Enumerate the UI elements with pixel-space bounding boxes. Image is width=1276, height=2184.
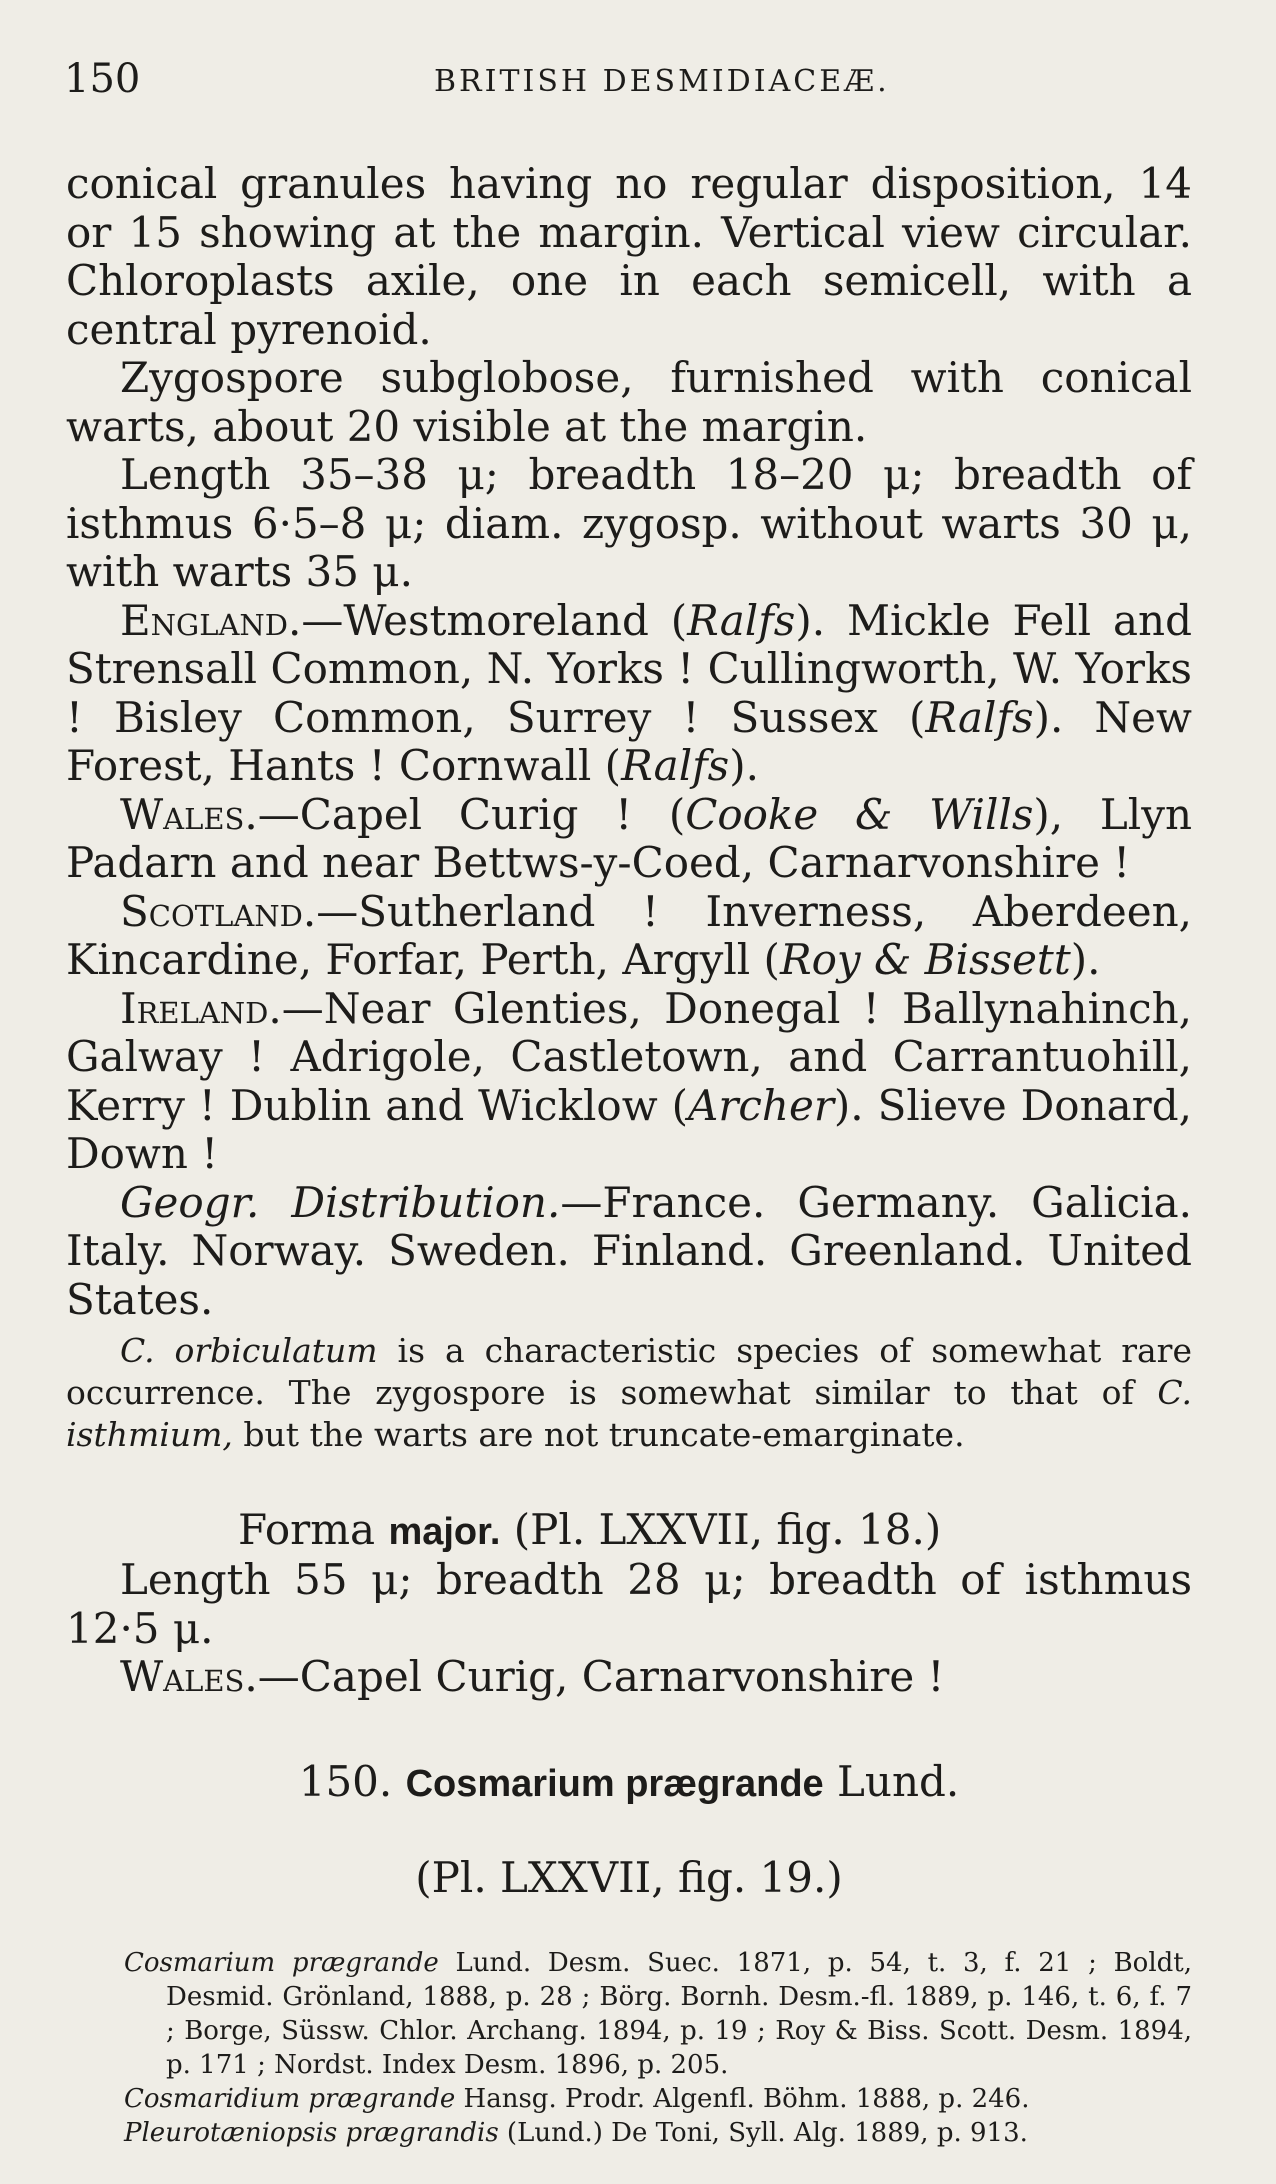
locality-england: [66, 597, 1192, 791]
note-text-2: but the warts are not truncate-emarginate.: [232, 1415, 965, 1454]
ireland-text-b: ). Slieve Donard, Down !: [66, 1080, 1192, 1178]
forma-locality: [66, 1653, 1192, 1702]
reference-3: [124, 2116, 1192, 2150]
page-number: 150: [64, 56, 141, 102]
england-text-d: ).: [729, 741, 759, 790]
locality-scotland: [66, 888, 1192, 985]
reference-2: [124, 2082, 1192, 2116]
england-text-b: ). Mickle Fell and Strensall Common, N. Yorks ! Cullingworth, W. Yorks ! Bisley Common, Surrey ! Sussex (: [66, 595, 1192, 742]
forma-name: major.: [388, 1511, 501, 1553]
running-title: BRITISH DESMIDIACEÆ.: [434, 64, 890, 99]
geogr-text: —France. Germany. Galicia. Italy. Norway. Sweden. Finland. Greenland. United States.: [66, 1177, 1192, 1324]
ireland-archer: Archer: [688, 1080, 834, 1130]
wales-text-b: ), Llyn Padarn and near Bettws-y-Coed, Carnarvonshire !: [66, 789, 1192, 887]
forma-label: Forma: [238, 1505, 389, 1554]
wales-text-a: —Capel Curig ! (: [257, 789, 686, 839]
locality-ireland: [66, 985, 1192, 1179]
england-ralfs-1: Ralfs: [687, 595, 796, 645]
species-heading: [66, 1756, 1192, 1810]
zygospore-paragraph: Zygospore subglobose, furnished with conical warts, about 20 visible at the margin.: [66, 353, 1192, 451]
wales-cooke-wills: Cooke & Wills: [685, 789, 1034, 839]
scotland-text-b: ).: [1070, 935, 1101, 984]
dimensions-paragraph: Length 35–38 μ; breadth 18–20 μ; breadth of isthmus 6·5–8 μ; diam. zygosp. without warts 30 μ, with warts 35 μ.: [66, 450, 1192, 596]
england-ralfs-2: Ralfs: [925, 692, 1034, 742]
wales-label: Wales.: [120, 789, 258, 839]
remark-note: [66, 1330, 1192, 1456]
reference-3-name: Pleurotæniopsis prægrandis: [124, 2117, 499, 2148]
species-name: Cosmarium prægrande: [405, 1762, 824, 1805]
forma-wales-text: —Capel Curig, Carnarvonshire !: [257, 1652, 945, 1701]
geogr-label: Geogr. Distribution.: [120, 1177, 561, 1227]
species-author: Lund.: [823, 1756, 960, 1806]
forma-dimensions: Length 55 μ; breadth 28 μ; breadth of isthmus 12·5 μ.: [66, 1555, 1192, 1653]
ireland-text-a: —Near Glenties, Donegal ! Ballynahinch, Galway ! Adrigole, Castletown, and Carrantuohill, Kerry ! Dublin and Wicklow (: [66, 983, 1192, 1130]
reference-3-text: (Lund.) De Toni, Syll. Alg. 1889, p. 913.: [498, 2117, 1028, 2148]
page-body: [66, 160, 1192, 2150]
england-text-c: ). New Forest, Hants ! Cornwall (: [66, 692, 1192, 790]
scotland-roy-bissett: Roy & Bissett: [779, 935, 1071, 984]
ireland-label: Ireland.: [120, 983, 282, 1033]
reference-1: [124, 1946, 1192, 2082]
species-number: 150.: [298, 1756, 406, 1806]
england-label: England.: [120, 595, 302, 645]
note-species-2: C. isthmium,: [66, 1373, 1192, 1454]
scotland-text-a: —Sutherland ! Inverness, Aberdeen, Kincardine, Forfar, Perth, Argyll (: [66, 886, 1192, 984]
forma-wales-label: Wales.: [120, 1652, 258, 1701]
scotland-label: Scotland.: [120, 886, 317, 936]
note-text-1: is a characteristic species of somewhat rare occurrence. The zygospore is somewhat similar to that of: [66, 1331, 1192, 1412]
forma-plate: (Pl. LXXVII, fig. 18.): [500, 1505, 942, 1554]
locality-wales: [66, 791, 1192, 888]
note-species-1: C. orbiculatum: [120, 1331, 378, 1370]
england-text-a: —Westmoreland (: [301, 595, 688, 645]
forma-heading: [66, 1506, 1192, 1556]
synonymy-references: [66, 1946, 1192, 2150]
reference-1-text: Lund. Desm. Suec. 1871, p. 54, t. 3, f. 21 ; Boldt, Desmid. Grönland, 1888, p. 28 ; Börg. Bornh. Desm.-fl. 1889, p. 146, t. 6, f. 7 ; Borge, Süssw. Chlor. Archang. 1894, p. 19 ; Roy & Biss. Scott. Desm. 1894, p. 171 ; Nordst. Index Desm. 1896, p. 205.: [166, 1947, 1192, 2080]
england-ralfs-3: Ralfs: [621, 741, 730, 790]
species-plate: (Pl. LXXVII, fig. 19.): [415, 1852, 843, 1902]
reference-1-name: Cosmarium prægrande: [124, 1947, 439, 1978]
description-paragraph: conical granules having no regular disposition, 14 or 15 showing at the margin. Vertical view circular. Chloroplasts axile, one in each semicell, with a central pyrenoid.: [66, 159, 1192, 354]
page-header: [64, 56, 1194, 112]
geographic-distribution: [66, 1179, 1192, 1325]
reference-2-text: Hansg. Prodr. Algenfl. Böhm. 1888, p. 246.: [455, 2083, 1030, 2114]
reference-2-name: Cosmaridium prægrande: [124, 2083, 456, 2114]
